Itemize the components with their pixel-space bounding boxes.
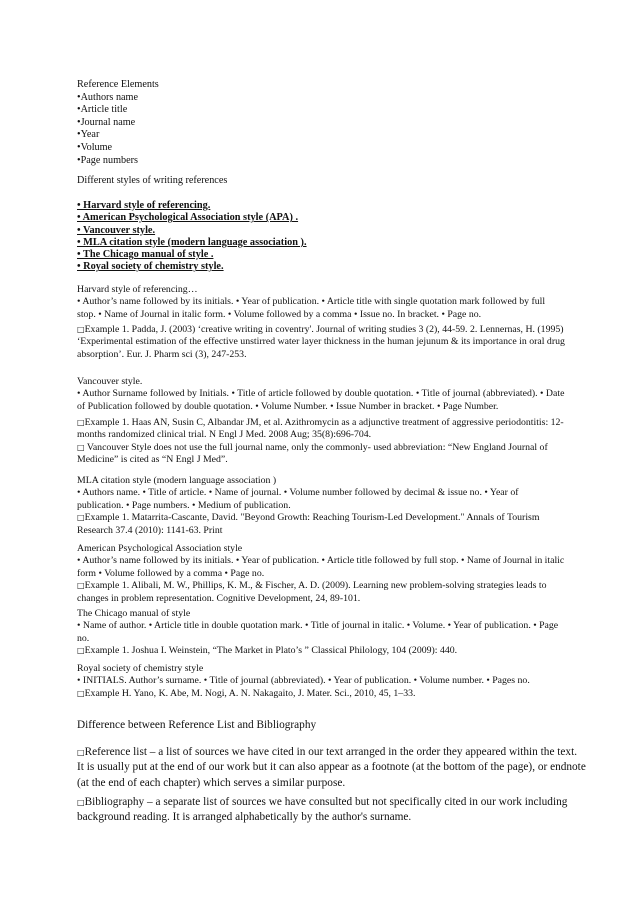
bibliography-paragraph [77, 795, 567, 826]
section-title: The Chicago manual of style [77, 608, 191, 619]
description-line: • INITIALS. Author’s surname. • Title of journal (abbreviated). • Year of publication. • Volume number. • Pages no. [77, 675, 530, 687]
missing-glyph-box-icon: □ [77, 748, 85, 757]
section-title: Vancouver style. [77, 376, 143, 387]
description-line: • Author Surname followed by Initials. • Title of article followed by double quotation. • Title of journal (abbreviated). • Date [77, 388, 565, 400]
missing-glyph-box-icon: □ [77, 688, 85, 698]
example-line: Example 1. Matarrita-Cascante, David. "Beyond Growth: Reaching Tourism-Led Development." Annals of Tourism [84, 512, 540, 524]
example-line: absorption’. Eur. J. Pharm sci (3), 247-253. [77, 348, 247, 360]
vancouver-example [77, 417, 567, 467]
style-link-vancouver[interactable]: • Vancouver style. [77, 224, 156, 236]
section-title: Royal society of chemistry style [77, 663, 204, 674]
harvard-section [77, 284, 567, 321]
description-line: publication. • Page numbers. • Medium of publication. [77, 499, 291, 511]
description-line: • Author’s name followed by its initials. • Year of publication. • Article title followed by full stop. • Name of Journal in italic [77, 555, 565, 567]
paragraph-line: Reference list – a list of sources we have cited in our text arranged in the order they appeared within the text. [84, 746, 578, 758]
section-heading: Different styles of writing references [77, 175, 228, 186]
list-item: •Year [77, 129, 100, 141]
styles-list [77, 200, 567, 274]
missing-glyph-box-icon: □ [77, 418, 85, 427]
example-line: Example 1. Haas AN, Susin C, Albandar JM, et al. Azithromycin as a adjunctive treatment of aggressive periodontitis: 12- [84, 417, 564, 428]
section-title: MLA citation style (modern language association ) [77, 475, 277, 486]
example-line: Example 1. Joshua I. Weinstein, “The Market in Plato’s ” Classical Philology, 104 (2009): 440. [84, 645, 458, 657]
section-heading: Difference between Reference List and Bibliography [77, 719, 317, 731]
description-line: • Name of author. • Article title in double quotation mark. • Title of journal in italic. • Volume. • Year of publication. • Page [77, 620, 559, 632]
list-item: •Article title [77, 104, 128, 116]
missing-glyph-box-icon: □ [77, 325, 85, 334]
style-link-harvard[interactable]: • Harvard style of referencing. [77, 200, 211, 211]
example-line: Example H. Yano, K. Abe, M. Nogi, A. N. Nakagaito, J. Mater. Sci., 2010, 45, 1–33. [84, 687, 416, 699]
example-line: Research 37.4 (2010): 1141-63. Print [77, 524, 223, 536]
paragraph-line: It is usually put at the end of our work but it can also appear as a footnote (at the bottom of the page), or endnote [77, 761, 586, 774]
example-line: Example 1. Padda, J. (2003) ‘creative writing in coventry'. Journal of writing studies 3 (2), 44-59. 2. Lennernas, H. (1995) [84, 324, 564, 335]
description-line: • Authors name. • Title of article. • Name of journal. • Volume number followed by decimal & issue no. • Year of [77, 487, 519, 499]
example-line: Medicine” is cited as “N Engl J Med”. [77, 454, 228, 466]
description-line: stop. • Name of Journal in italic form. • Volume followed by a comma • Issue no. In bracket. • Page no. [77, 308, 482, 320]
chicago-section [77, 608, 567, 658]
example-line: months randomized clinical trial. N Engl J Med. 2008 Aug; 35(8):696-704. [77, 429, 372, 441]
section-title: American Psychological Association style [77, 543, 243, 554]
section-heading: Reference Elements [77, 79, 159, 90]
harvard-example [77, 324, 567, 361]
example-line: ‘Experimental estimation of the effective unstirred water layer thickness in the human jejunum & its importance in oral drug [77, 336, 565, 348]
vancouver-section [77, 376, 567, 413]
list-item: •Volume [77, 141, 113, 153]
missing-glyph-box-icon: □ [77, 581, 85, 591]
paragraph-line: Bibliography – a separate list of sources we have consulted but not specifically cited in our work including [84, 796, 568, 808]
missing-glyph-box-icon: □ [77, 442, 85, 452]
style-link-mla[interactable]: • MLA citation style (modern language association ). [77, 236, 307, 248]
reference-list-paragraph [77, 745, 586, 791]
apa-section [77, 543, 567, 605]
paragraph-line: background reading. It is arranged alphabetically by the author's surname. [77, 811, 412, 824]
style-link-chicago[interactable]: • The Chicago manual of style . [77, 249, 214, 261]
section-title: Harvard style of referencing… [77, 284, 198, 295]
example-line: Example 1. Alibali, M. W., Phillips, K. M., & Fischer, A. D. (2009). Learning new problem-solving strategies leads to [84, 580, 547, 592]
description-line: no. [77, 632, 90, 644]
missing-glyph-box-icon: □ [77, 513, 85, 523]
styles-heading-block [77, 175, 567, 188]
missing-glyph-box-icon: □ [77, 646, 85, 656]
rsc-section [77, 663, 567, 700]
style-link-apa[interactable]: • American Psychological Association style (APA) . [77, 212, 299, 224]
list-item: •Authors name [77, 91, 139, 103]
mla-section [77, 475, 567, 537]
difference-heading-block [77, 718, 567, 732]
example-line: changes in problem representation. Cognitive Development, 24, 89-101. [77, 592, 361, 604]
list-item: •Journal name [77, 116, 136, 128]
style-link-rsc[interactable]: • Royal society of chemistry style. [77, 261, 224, 273]
description-line: • Author’s name followed by its initials. • Year of publication. • Article title with single quotation mark followed by full [77, 296, 546, 308]
description-line: of Publication followed by double quotation. • Volume Number. • Issue Number in bracket. • Page Number. [77, 400, 499, 412]
example-line: Vancouver Style does not use the full journal name, only the commonly- used abbreviation: “New England Journal of [84, 441, 548, 453]
reference-elements-section [77, 79, 567, 167]
missing-glyph-box-icon: □ [77, 798, 85, 807]
paragraph-line: (at the end of each chapter) which serves a similar purpose. [77, 776, 346, 789]
description-line: form • Volume followed by a comma • Page no. [77, 567, 265, 579]
list-item: •Page numbers [77, 154, 139, 166]
